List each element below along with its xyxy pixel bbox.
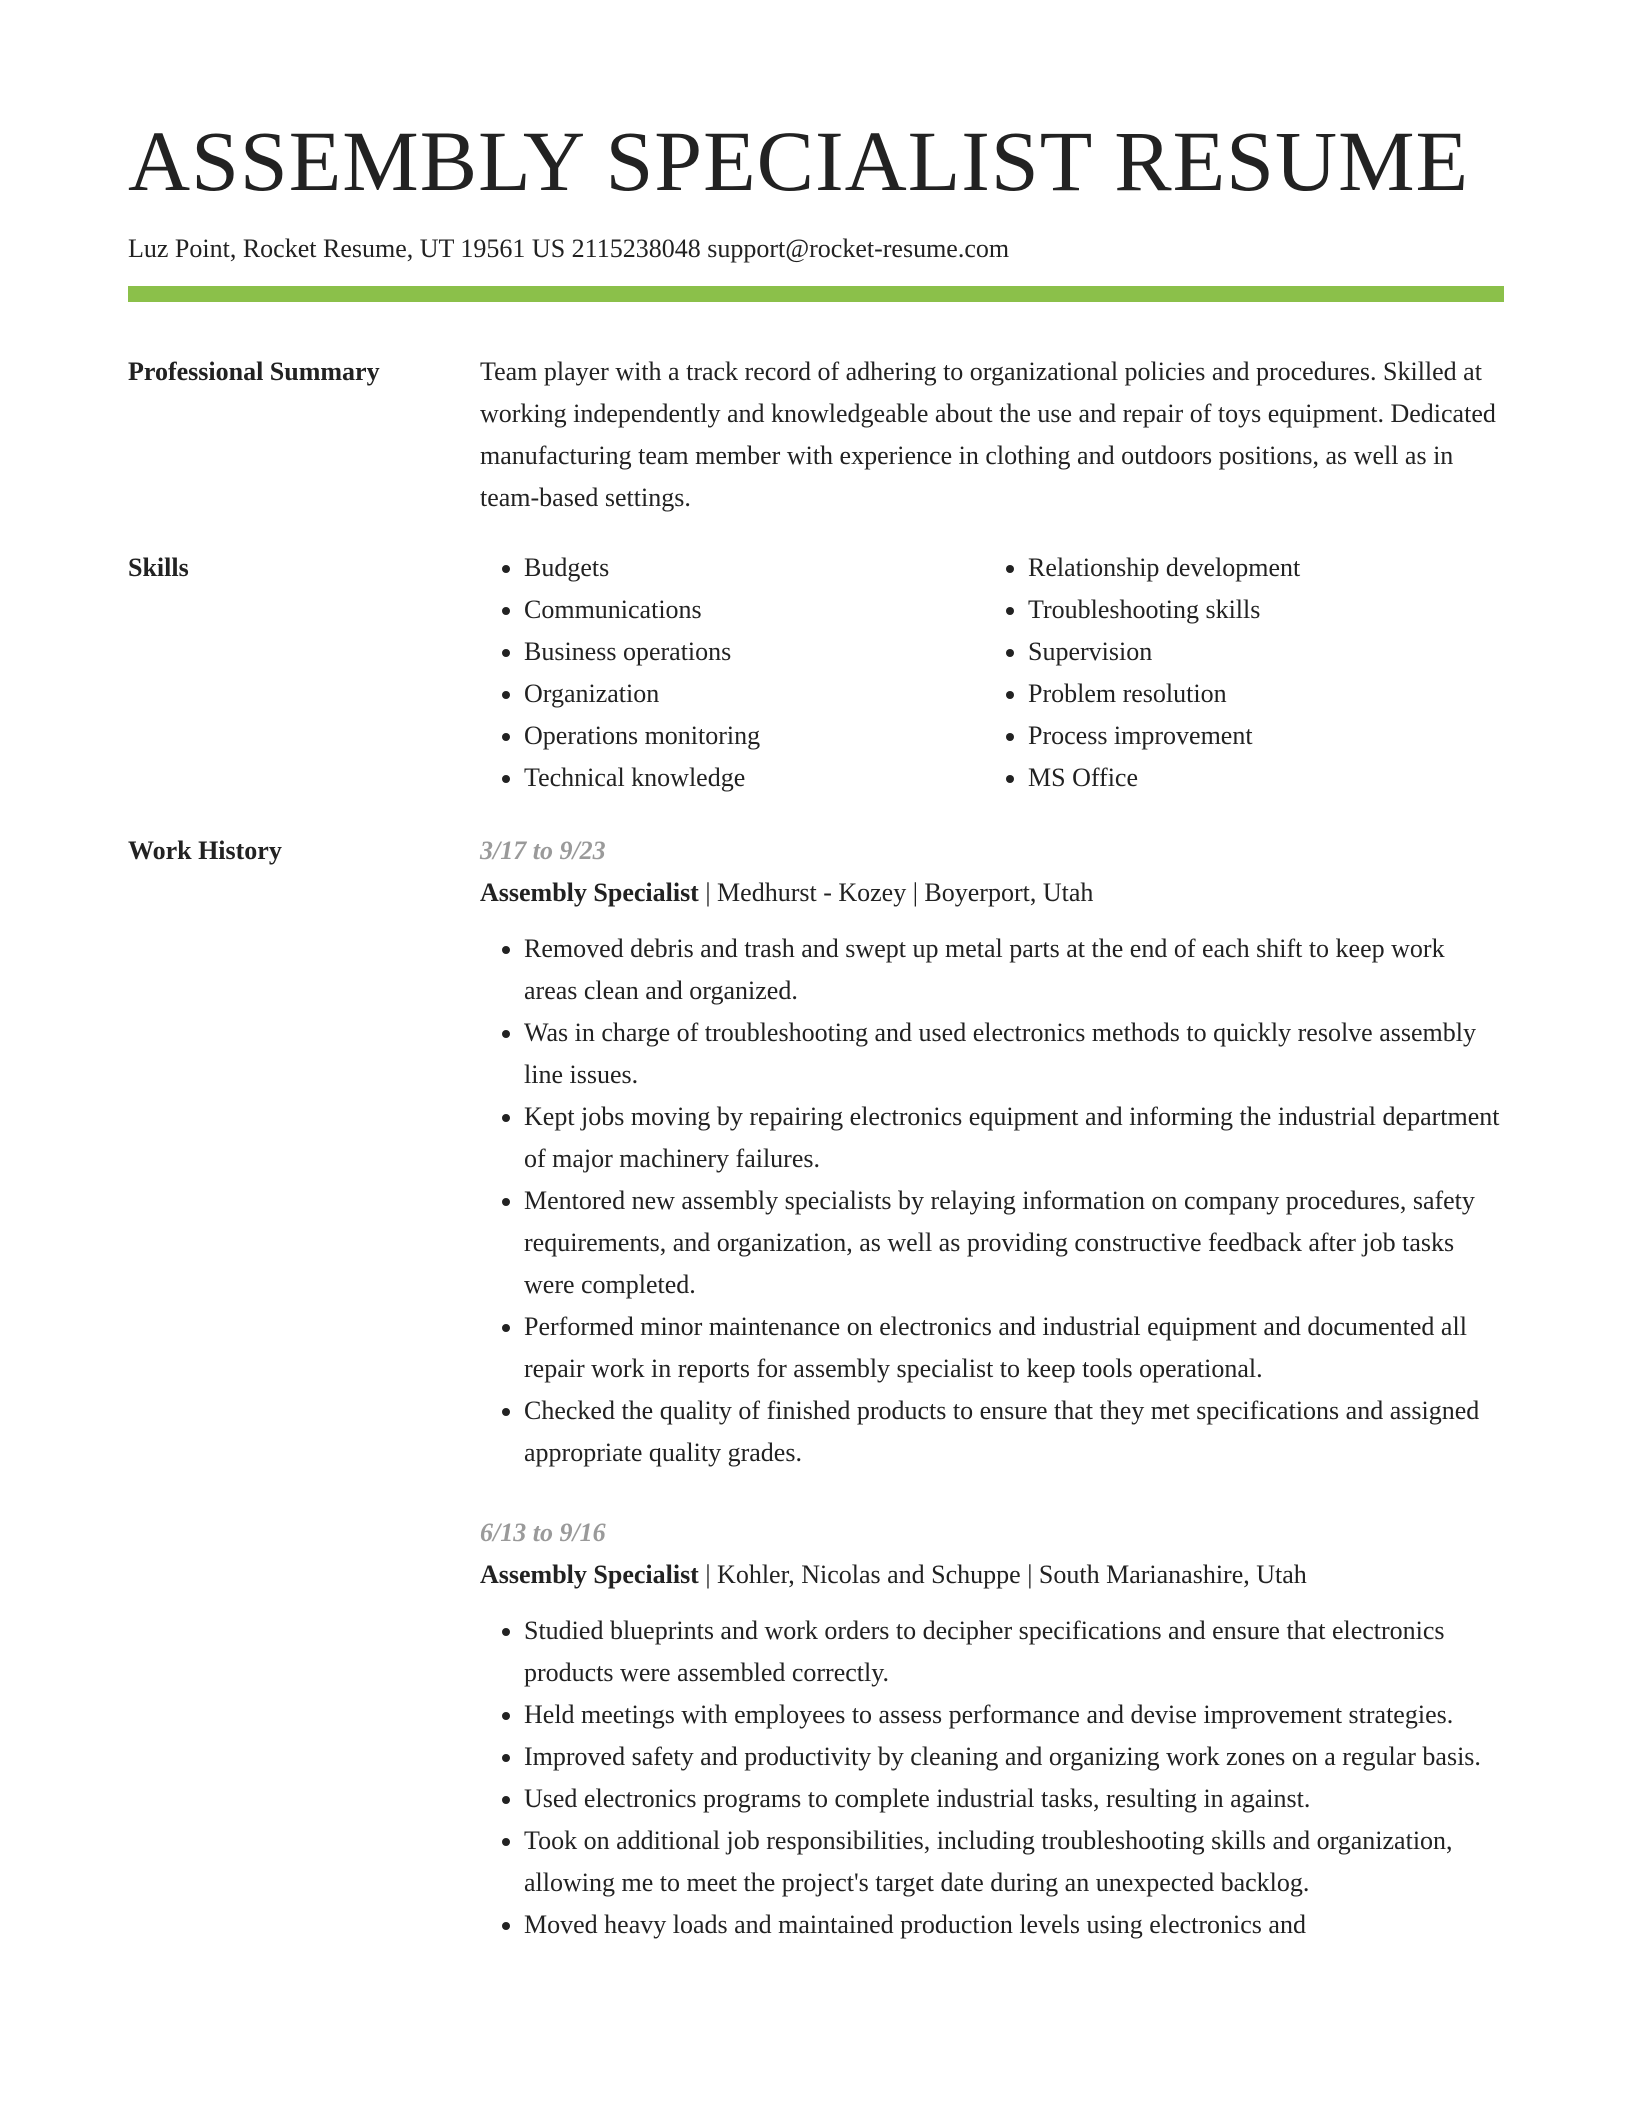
resume-title: ASSEMBLY SPECIALIST RESUME: [128, 113, 1470, 209]
skill-item: • Supervision: [1028, 631, 1488, 673]
skill-item: • Technical knowledge: [524, 757, 984, 799]
skill-item: • Relationship development: [1028, 547, 1488, 589]
skill-item: • Troubleshooting skills: [1028, 589, 1488, 631]
resume-sections: [128, 351, 1504, 1946]
job-bullet: • Kept jobs moving by repairing electronics equipment and informing the industrial department of major machinery failures.: [524, 1096, 1504, 1180]
job-bullet: • Improved safety and productivity by cleaning and organizing work zones on a regular basis.: [524, 1736, 1504, 1778]
skill-item: • Problem resolution: [1028, 673, 1488, 715]
job-bullet: • Studied blueprints and work orders to decipher specifications and ensure that electronics products were assembled correctly.: [524, 1610, 1504, 1694]
job-bullet: • Checked the quality of finished products to ensure that they met specifications and assigned appropriate quality grades.: [524, 1390, 1504, 1474]
job-bullet: • Removed debris and trash and swept up metal parts at the end of each shift to keep work areas clean and organized.: [524, 928, 1504, 1012]
summary-text: Team player with a track record of adhering to organizational policies and procedures. Skilled at working independently and knowledgeable about the use and repair of toys equipment. Dedicated manufacturing team member with experience in clothing and outdoors positions, as well as in team-based settings.: [480, 357, 1496, 512]
job-bullet: • Was in charge of troubleshooting and used electronics methods to quickly resolve assembly line issues.: [524, 1012, 1504, 1096]
job-bullets: [480, 1610, 1504, 1946]
skills-list-right: [984, 547, 1488, 799]
contact-line: Luz Point, Rocket Resume, UT 19561 US 2115238048 support@rocket-resume.com: [128, 234, 1010, 263]
job-dates: 3/17 to 9/23: [480, 836, 606, 865]
summary-label: Professional Summary: [128, 357, 380, 386]
job-bullet: • Performed minor maintenance on electronics and industrial equipment and documented all repair work in reports for assembly specialist to keep tools operational.: [524, 1306, 1504, 1390]
skill-item: • Business operations: [524, 631, 984, 673]
job-entry: [480, 830, 1504, 1474]
job-heading: [480, 1554, 1504, 1596]
skills-label: Skills: [128, 553, 189, 582]
job-details: | Medhurst - Kozey | Boyerport, Utah: [698, 878, 1094, 907]
job-heading: [480, 872, 1504, 914]
skill-item: • Operations monitoring: [524, 715, 984, 757]
work-history-label: Work History: [128, 836, 282, 865]
job-title: Assembly Specialist: [480, 878, 699, 907]
skill-item: • Organization: [524, 673, 984, 715]
skills-section: [128, 547, 1504, 799]
job-bullet: • Used electronics programs to complete industrial tasks, resulting in against.: [524, 1778, 1504, 1820]
skills-list-left: [480, 547, 984, 799]
job-bullet: • Held meetings with employees to assess performance and devise improvement strategies.: [524, 1694, 1504, 1736]
skill-item: • MS Office: [1028, 757, 1488, 799]
skills-body: [480, 547, 1504, 799]
job-dates: 6/13 to 9/16: [480, 1518, 606, 1547]
job-bullets: [480, 928, 1504, 1474]
summary-section: [128, 351, 1504, 519]
work-history-body: [480, 830, 1504, 1946]
job-details: | Kohler, Nicolas and Schuppe | South Marianashire, Utah: [698, 1560, 1307, 1589]
job-bullet: • Moved heavy loads and maintained production levels using electronics and: [524, 1904, 1504, 1946]
job-bullet: • Took on additional job responsibilities, including troubleshooting skills and organization, allowing me to meet the project's target date during an unexpected backlog.: [524, 1820, 1504, 1904]
accent-divider: [128, 286, 1504, 302]
summary-body: [480, 351, 1504, 519]
work-history-section: [128, 830, 1504, 1946]
skill-item: • Process improvement: [1028, 715, 1488, 757]
job-entry: [480, 1512, 1504, 1946]
job-title: Assembly Specialist: [480, 1560, 699, 1589]
skill-item: • Communications: [524, 589, 984, 631]
job-bullet: • Mentored new assembly specialists by relaying information on company procedures, safety requirements, and organization, as well as providing constructive feedback after job tasks were completed.: [524, 1180, 1504, 1306]
skill-item: • Budgets: [524, 547, 984, 589]
